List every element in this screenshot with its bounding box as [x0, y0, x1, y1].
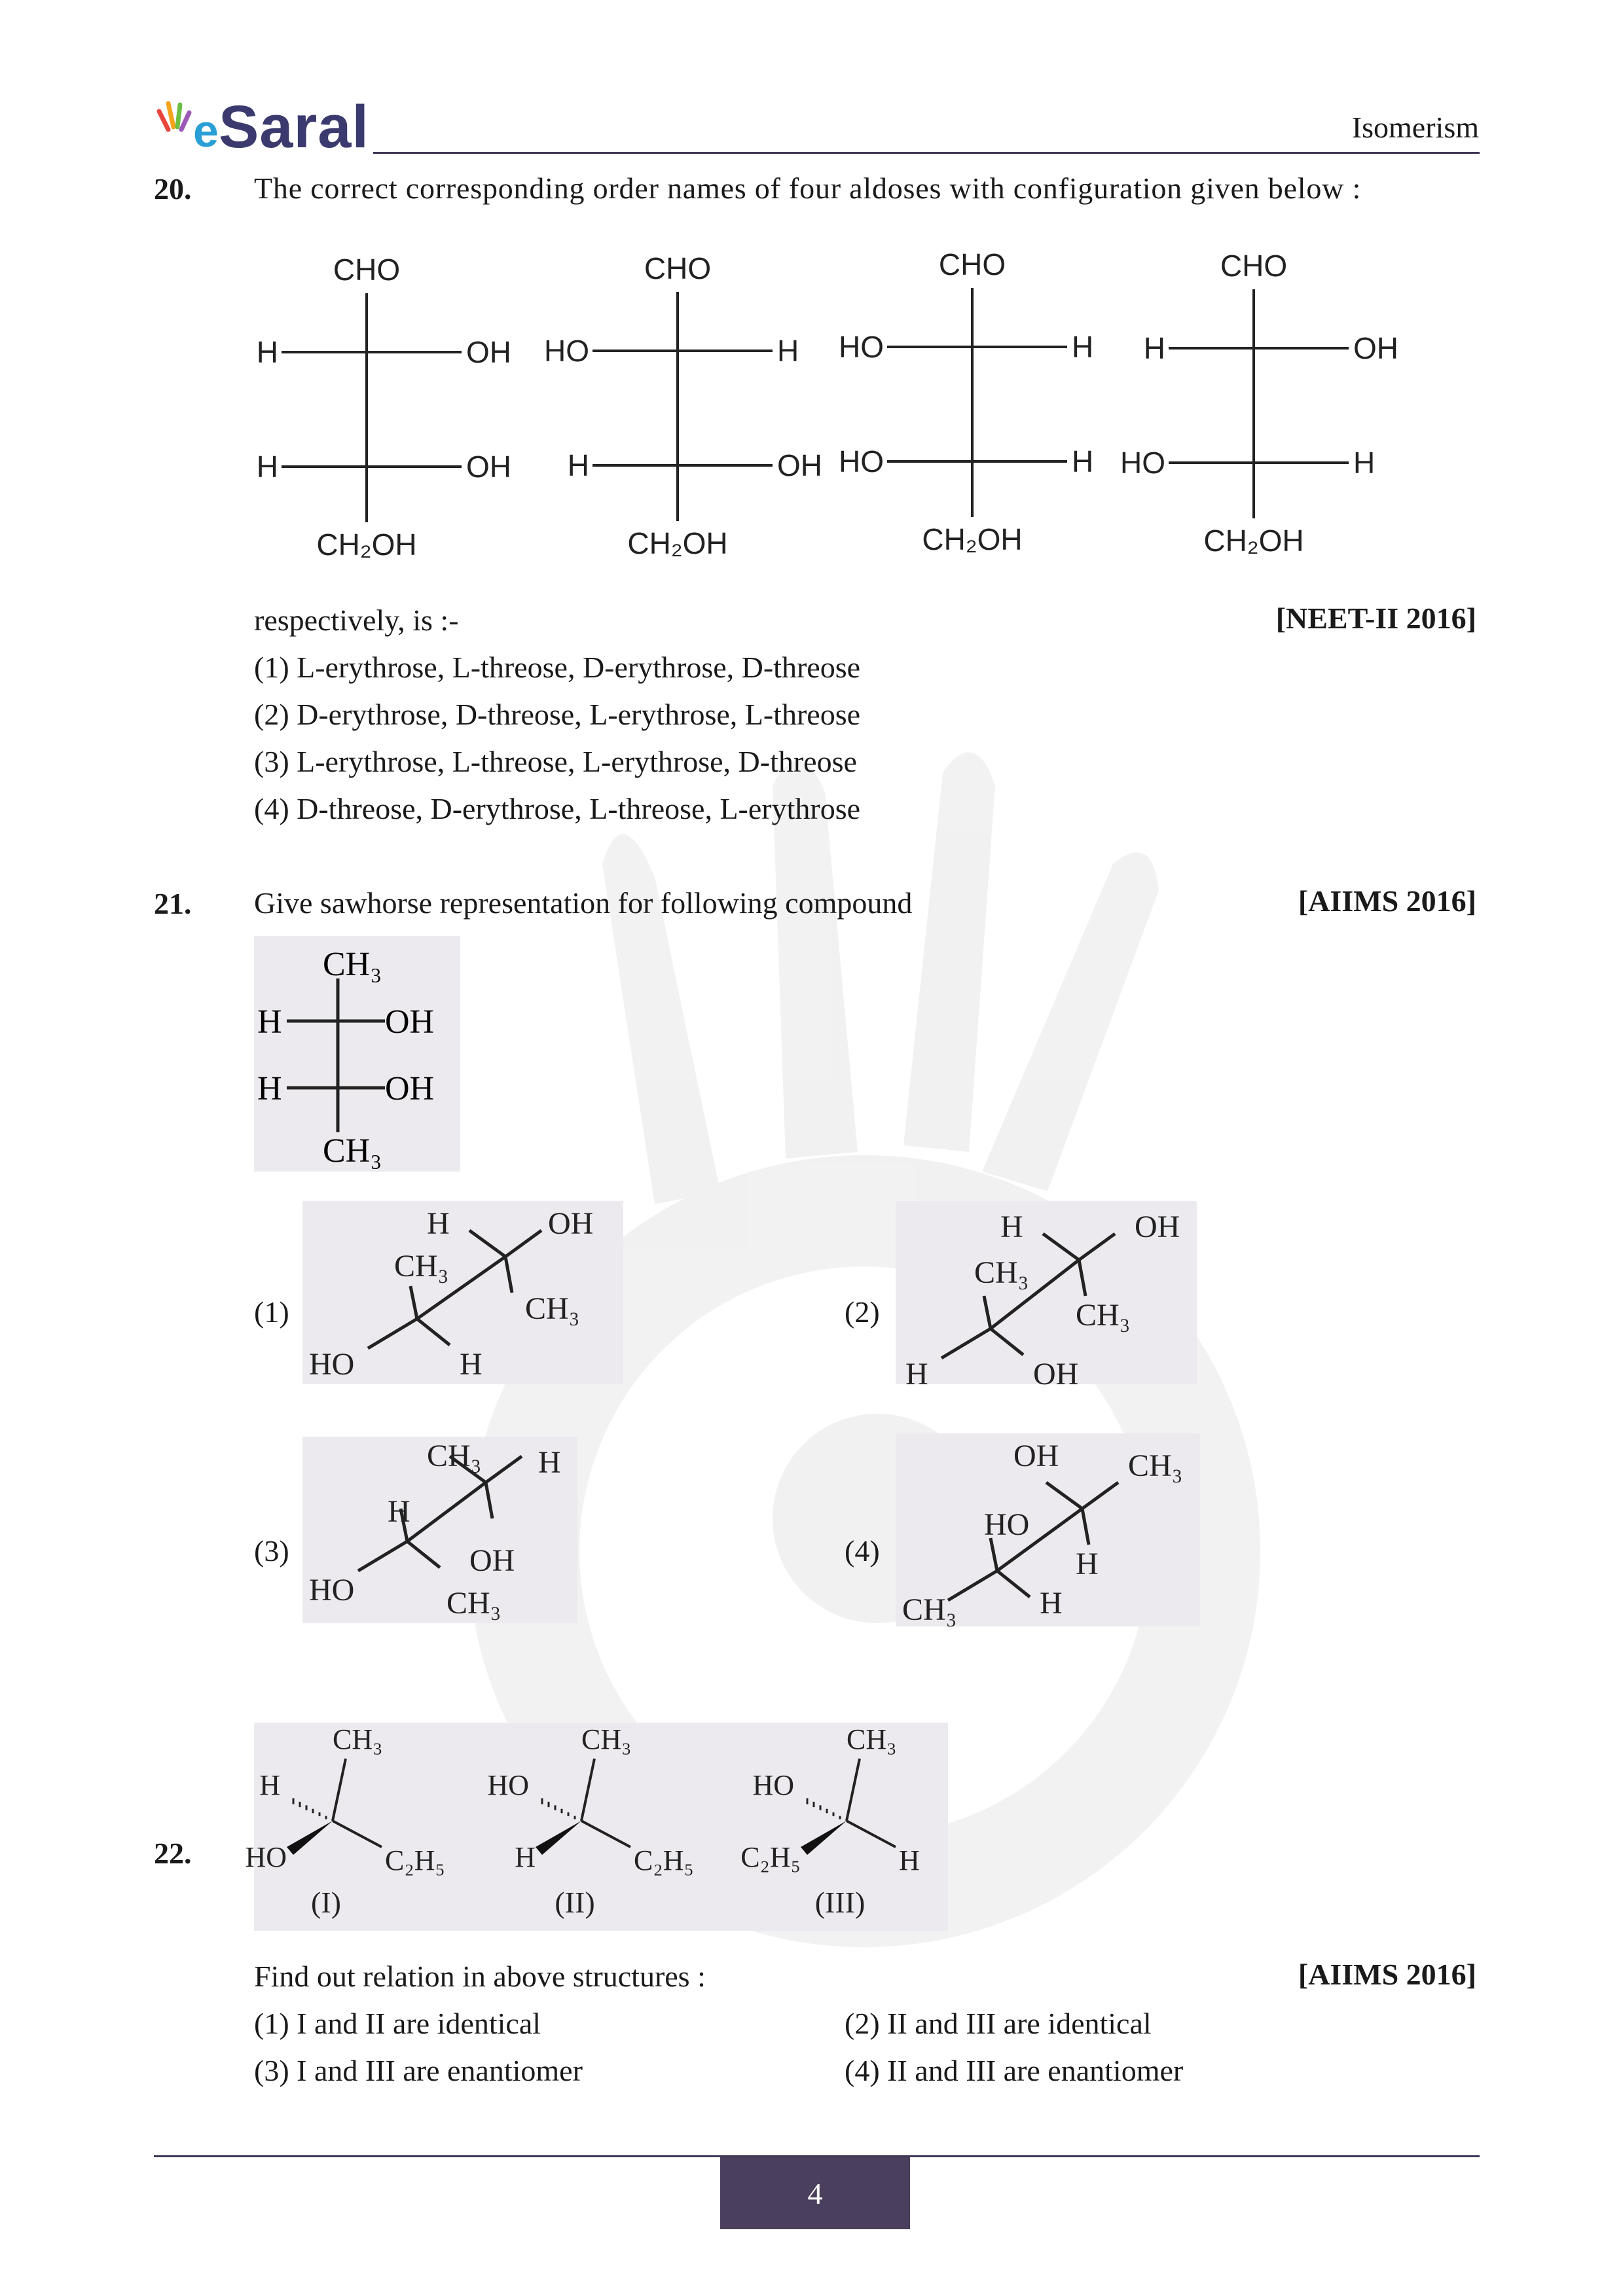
right-group: C₂H₅ [634, 1844, 694, 1876]
option-3[interactable]: (3) I and III are enantiomer [254, 2054, 583, 2087]
sawhorse-back-right: CH₃ [1128, 1448, 1183, 1483]
fischer-r1-left: HO [839, 330, 884, 364]
fischer-bottom: CH₂OH [922, 522, 1023, 556]
sawhorse-front-up: HO [984, 1507, 1030, 1542]
fischer-r2-left: H [257, 1070, 282, 1107]
fischer-top: CH₃ [323, 946, 382, 983]
sawhorse-back-down: CH₃ [1076, 1298, 1131, 1333]
right-group: C₂H₅ [385, 1844, 445, 1876]
sawhorse-front-left: HO [309, 1347, 355, 1382]
fischer-r2-left: HO [839, 444, 884, 478]
exam-tag: [NEET-II 2016] [1275, 601, 1476, 635]
sawhorse-front-left: H [905, 1357, 928, 1391]
sawhorse-front-up: CH₃ [394, 1249, 449, 1283]
sawhorse-back-left: CH₃ [427, 1439, 482, 1473]
option-label[interactable]: (4) [845, 1534, 880, 1568]
fischer-r1-right: H [1072, 330, 1094, 364]
sawhorse-option-1[interactable] [302, 1201, 623, 1384]
aldose-fischer-projections [249, 229, 1460, 569]
sawhorse-back-left: H [1000, 1210, 1023, 1244]
sawhorse-option-3[interactable] [302, 1437, 577, 1623]
option-3[interactable]: (3) L-erythrose, L-threose, L-erythrose, D-threose [254, 745, 857, 778]
sawhorse-back-right: OH [1135, 1210, 1180, 1244]
esaral-logo [154, 92, 369, 160]
aldose-structure-3 [839, 247, 1093, 556]
sawhorse-back-down: OH [469, 1543, 515, 1578]
structure-label: (III) [814, 1886, 866, 1919]
sawhorse-front-right: H [1040, 1586, 1063, 1621]
sawhorse-back-right: OH [548, 1206, 594, 1241]
question-prompt: The correct corresponding order names of four aldoses with configuration given below : [254, 171, 1362, 205]
hashed-group: H [259, 1769, 280, 1801]
sawhorse-front-right: H [460, 1347, 483, 1382]
option-label[interactable]: (3) [254, 1534, 289, 1568]
option-1[interactable]: (1) L-erythrose, L-threose, D-erythrose, D-threose [254, 651, 861, 684]
fischer-top: CHO [1220, 249, 1288, 283]
wedge-group: H [515, 1841, 536, 1873]
fischer-r2-right: OH [385, 1070, 435, 1107]
fischer-top: CHO [938, 247, 1006, 281]
fischer-top: CHO [644, 251, 712, 285]
sawhorse-option-4[interactable] [896, 1433, 1200, 1626]
question-number: 22. [154, 1837, 192, 1870]
sawhorse-front-up: H [388, 1494, 410, 1529]
wedge-structure-1 [245, 1723, 445, 1919]
question-number: 21. [154, 887, 192, 920]
fischer-r2-left: H [567, 448, 589, 482]
exam-tag: [AIIMS 2016] [1298, 1958, 1476, 1991]
structure-label: (II) [555, 1886, 595, 1919]
fischer-r2-right: H [1353, 446, 1376, 480]
exam-tag: [AIIMS 2016] [1298, 884, 1476, 918]
wedge-structure-3 [740, 1723, 920, 1919]
option-4[interactable]: (4) II and III are enantiomer [845, 2054, 1184, 2087]
option-label[interactable]: (2) [845, 1295, 880, 1329]
sawhorse-back-down: CH₃ [525, 1291, 580, 1326]
option-2[interactable]: (2) II and III are identical [845, 2007, 1152, 2040]
fischer-r1-left: H [1143, 331, 1165, 365]
sawhorse-option-2[interactable] [896, 1201, 1197, 1391]
question-prompt: Give sawhorse representation for following compound [254, 886, 913, 920]
fischer-butanediol [254, 936, 460, 1172]
option-1[interactable]: (1) I and II are identical [254, 2007, 541, 2040]
question-prompt: Find out relation in above structures : [254, 1960, 706, 1993]
fischer-bottom: CH₃ [323, 1132, 382, 1170]
fischer-top: CHO [333, 253, 401, 287]
top-group: CH₃ [333, 1723, 383, 1755]
wedge-group: C₂H₅ [740, 1841, 801, 1873]
sawhorse-front-right: CH₃ [447, 1586, 501, 1621]
fischer-bottom: CH₂OH [316, 528, 417, 562]
question-number: 20. [154, 172, 192, 206]
wedge-dash-structures [245, 1723, 948, 1931]
fischer-r1-left: H [256, 335, 278, 369]
aldose-structure-1 [257, 253, 511, 562]
fischer-r1-left: H [257, 1003, 282, 1041]
fischer-r1-right: OH [1353, 331, 1398, 365]
logo-text: Saral [218, 94, 369, 160]
right-group: H [899, 1844, 920, 1876]
fischer-r2-right: OH [466, 450, 511, 484]
aldose-structure-2 [544, 251, 822, 560]
sawhorse-back-left: H [427, 1206, 450, 1241]
fischer-r2-right: OH [777, 448, 822, 482]
top-group: CH₃ [581, 1723, 632, 1755]
hashed-group: HO [487, 1769, 529, 1801]
fischer-r1-left: HO [544, 334, 589, 368]
fischer-bottom: CH₂OH [1203, 524, 1304, 558]
option-label[interactable]: (1) [254, 1295, 289, 1329]
sawhorse-front-left: CH₃ [902, 1592, 957, 1627]
sawhorse-front-left: HO [309, 1573, 355, 1607]
fischer-r1-right: OH [385, 1003, 435, 1041]
top-group: CH₃ [847, 1723, 897, 1755]
option-4[interactable]: (4) D-threose, D-erythrose, L-threose, L-erythrose [254, 792, 861, 825]
fischer-r2-left: HO [1120, 446, 1165, 480]
sawhorse-back-down: H [1076, 1547, 1099, 1581]
page-number: 4 [720, 2157, 910, 2229]
header-divider [373, 152, 1480, 154]
sawhorse-back-right: H [538, 1445, 561, 1480]
respectively-text: respectively, is :- [254, 603, 459, 637]
wedge-group: HO [245, 1841, 287, 1873]
hand-icon [154, 98, 193, 157]
chapter-title: Isomerism [1351, 111, 1479, 144]
sawhorse-front-up: CH₃ [974, 1255, 1029, 1290]
fischer-r2-right: H [1072, 444, 1094, 478]
aldose-structure-4 [1120, 249, 1398, 558]
fischer-r1-right: H [777, 334, 799, 368]
wedge-structure-2 [487, 1723, 693, 1919]
fischer-r2-left: H [256, 450, 278, 484]
fischer-r1-right: OH [466, 335, 511, 369]
fischer-bottom: CH₂OH [627, 526, 728, 560]
structure-label: (I) [311, 1886, 341, 1919]
logo-prefix: e [193, 105, 219, 156]
hashed-group: HO [752, 1769, 794, 1801]
option-2[interactable]: (2) D-erythrose, D-threose, L-erythrose, L-threose [254, 698, 861, 731]
sawhorse-front-right: OH [1033, 1357, 1079, 1391]
sawhorse-back-left: OH [1013, 1439, 1059, 1473]
